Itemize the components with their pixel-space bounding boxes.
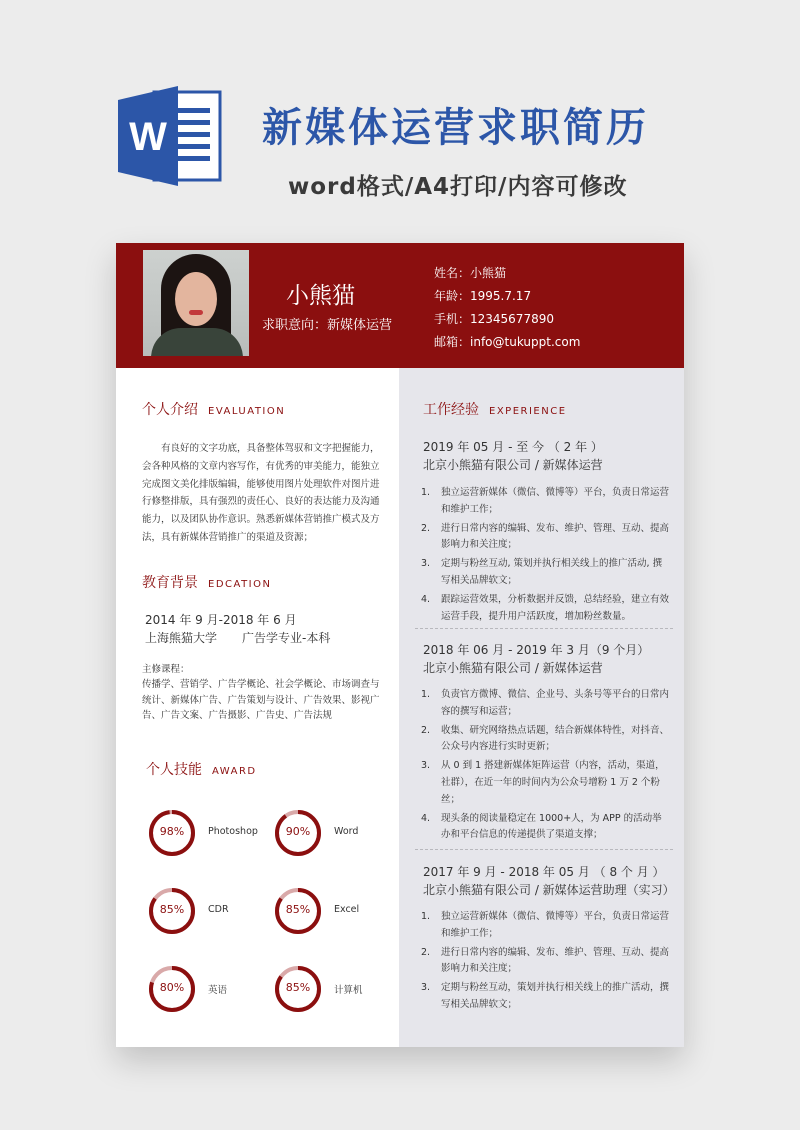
job-duties bbox=[421, 909, 671, 1016]
skill-percent: 85% bbox=[285, 903, 311, 916]
skill-name: Photoshop bbox=[208, 826, 258, 837]
job-period: 2019 年 05 月 - 至 今 （ 2 年 ） bbox=[423, 440, 603, 454]
resume-sheet bbox=[116, 243, 684, 1047]
word-logo-icon bbox=[118, 86, 224, 186]
job-period: 2017 年 9 月 - 2018 年 05 月 （ 8 个 月 ） bbox=[423, 865, 665, 879]
section-title-en: EXPERIENCE bbox=[489, 406, 567, 417]
skill-name: Excel bbox=[334, 904, 360, 915]
duty-item: 1. 独立运营新媒体（微信、微博等）平台，负责日常运营和维护工作； bbox=[421, 911, 670, 939]
section-title: 教育背景 bbox=[142, 575, 198, 591]
education-school: 上海熊猫大学 bbox=[145, 631, 218, 645]
section-title: 工作经验 bbox=[423, 402, 479, 418]
job-period: 2018 年 06 月 - 2019 年 3 月（9 个月） bbox=[423, 643, 650, 657]
skill-item bbox=[147, 886, 287, 936]
section-evaluation-heading bbox=[142, 399, 285, 419]
duty-item: 1. 独立运营新媒体（微信、微博等）平台，负责日常运营和维护工作； bbox=[421, 487, 670, 515]
job-divider bbox=[415, 628, 673, 629]
job-intent: 求职意向：新媒体运营 bbox=[262, 318, 393, 333]
skill-item bbox=[273, 808, 413, 858]
skill-name: CDR bbox=[208, 904, 229, 915]
info-name: 姓名：小熊猫 bbox=[434, 266, 507, 280]
skill-item bbox=[147, 964, 287, 1014]
skill-item bbox=[273, 886, 413, 936]
duty-item: 4. 现头条的阅读量稳定在 1000+人，为 APP 的活动举办和平台信息的传递提供了渠道支撑； bbox=[421, 812, 662, 841]
job-company: 北京小熊猫有限公司 / 新媒体运营 bbox=[423, 458, 603, 472]
courses-label: 主修课程： bbox=[142, 664, 190, 675]
skill-item bbox=[273, 964, 413, 1014]
skill-percent: 80% bbox=[159, 981, 185, 994]
duty-item: 3. 定期与粉丝互动, 策划并执行相关线上的推广活动, 撰写相关品牌软文； bbox=[421, 558, 663, 586]
skill-percent: 98% bbox=[159, 825, 185, 838]
skill-name: 计算机 bbox=[334, 985, 363, 996]
section-education-heading bbox=[142, 572, 271, 592]
info-age: 年龄：1995.7.17 bbox=[434, 289, 532, 303]
duty-item: 2. 收集、研究网络热点话题，结合新媒体特性，对抖音、公众号内容进行实时更新； bbox=[421, 724, 670, 753]
section-title-en: EDCATION bbox=[208, 579, 272, 590]
education-major: 广告学专业-本科 bbox=[242, 631, 331, 645]
duty-item: 4. 跟踪运营效果，分析数据并反馈，总结经验，建立有效运营手段，提升用户活跃度，增加粉丝数量。 bbox=[421, 593, 670, 622]
job-duties bbox=[421, 485, 671, 627]
contact-info bbox=[434, 262, 580, 354]
word-logo-letter: W bbox=[129, 115, 167, 159]
section-title: 个人介绍 bbox=[142, 402, 198, 418]
promo-subtitle: word格式/A4打印/内容可修改 bbox=[288, 174, 628, 200]
section-title-en: EVALUATION bbox=[208, 406, 286, 417]
skill-percent: 90% bbox=[285, 825, 311, 838]
education-period: 2014 年 9 月-2018 年 6 月 bbox=[145, 613, 297, 627]
section-skills-heading bbox=[146, 759, 257, 779]
job-company: 北京小熊猫有限公司 / 新媒体运营 bbox=[423, 661, 603, 675]
skill-percent: 85% bbox=[159, 903, 185, 916]
info-email: 邮箱：info@tukuppt.com bbox=[434, 335, 581, 349]
skill-percent: 85% bbox=[285, 981, 311, 994]
job-duties bbox=[421, 687, 671, 846]
evaluation-text: 有良好的文字功底，具备整体驾驭和文字把握能力，会各种风格的文章内容写作，有优秀的审美能力，能独立完成图文美化排版编辑，能够使用图片处理软件对图片进行修整排版，具有强烈的责任心、良好的表达能力及沟通能力，以及团队协作意识。熟悉新媒体营销推广模式及方法，具有新媒体营销推广的渠道及资源； bbox=[142, 443, 380, 543]
job-divider bbox=[415, 849, 673, 850]
duty-item: 2. 进行日常内容的编辑、发布、维护、管理、互动、提高影响力和关注度； bbox=[421, 946, 670, 975]
profile-photo bbox=[143, 250, 249, 356]
duty-item: 3. 从 0 到 1 搭建新媒体矩阵运营（内容，活动，渠道，社群），在近一年的时间内为公众号增粉 1 万 2 个粉丝； bbox=[421, 760, 665, 805]
duty-item: 3. 定期与粉丝互动，策划并执行相关线上的推广活动，撰写相关品牌软文； bbox=[421, 982, 670, 1010]
header-banner bbox=[116, 243, 684, 368]
section-title-en: AWARD bbox=[212, 766, 257, 777]
job-company: 北京小熊猫有限公司 / 新媒体运营助理（实习） bbox=[423, 883, 675, 897]
section-experience-heading bbox=[423, 399, 567, 419]
info-phone: 手机：12345677890 bbox=[434, 312, 554, 326]
duty-item: 2. 进行日常内容的编辑、发布、维护、管理、互动、提高影响力和关注度； bbox=[421, 522, 670, 551]
duty-item: 1. 负责官方微博、微信、企业号、头条号等平台的日常内容的撰写和运营； bbox=[421, 689, 670, 717]
skill-item bbox=[147, 808, 287, 858]
promo-title: 新媒体运营求职简历 bbox=[262, 105, 649, 151]
profile-name: 小熊猫 bbox=[286, 283, 355, 309]
skill-name: 英语 bbox=[208, 985, 228, 996]
skill-name: Word bbox=[334, 826, 359, 837]
section-title: 个人技能 bbox=[146, 762, 202, 778]
courses-list: 传播学、营销学、广告学概论、社会学概论、市场调查与统计、新媒体广告、广告策划与设计、广告效果、影视广告、广告文案、广告摄影、广告史、广告法规 bbox=[142, 679, 380, 721]
